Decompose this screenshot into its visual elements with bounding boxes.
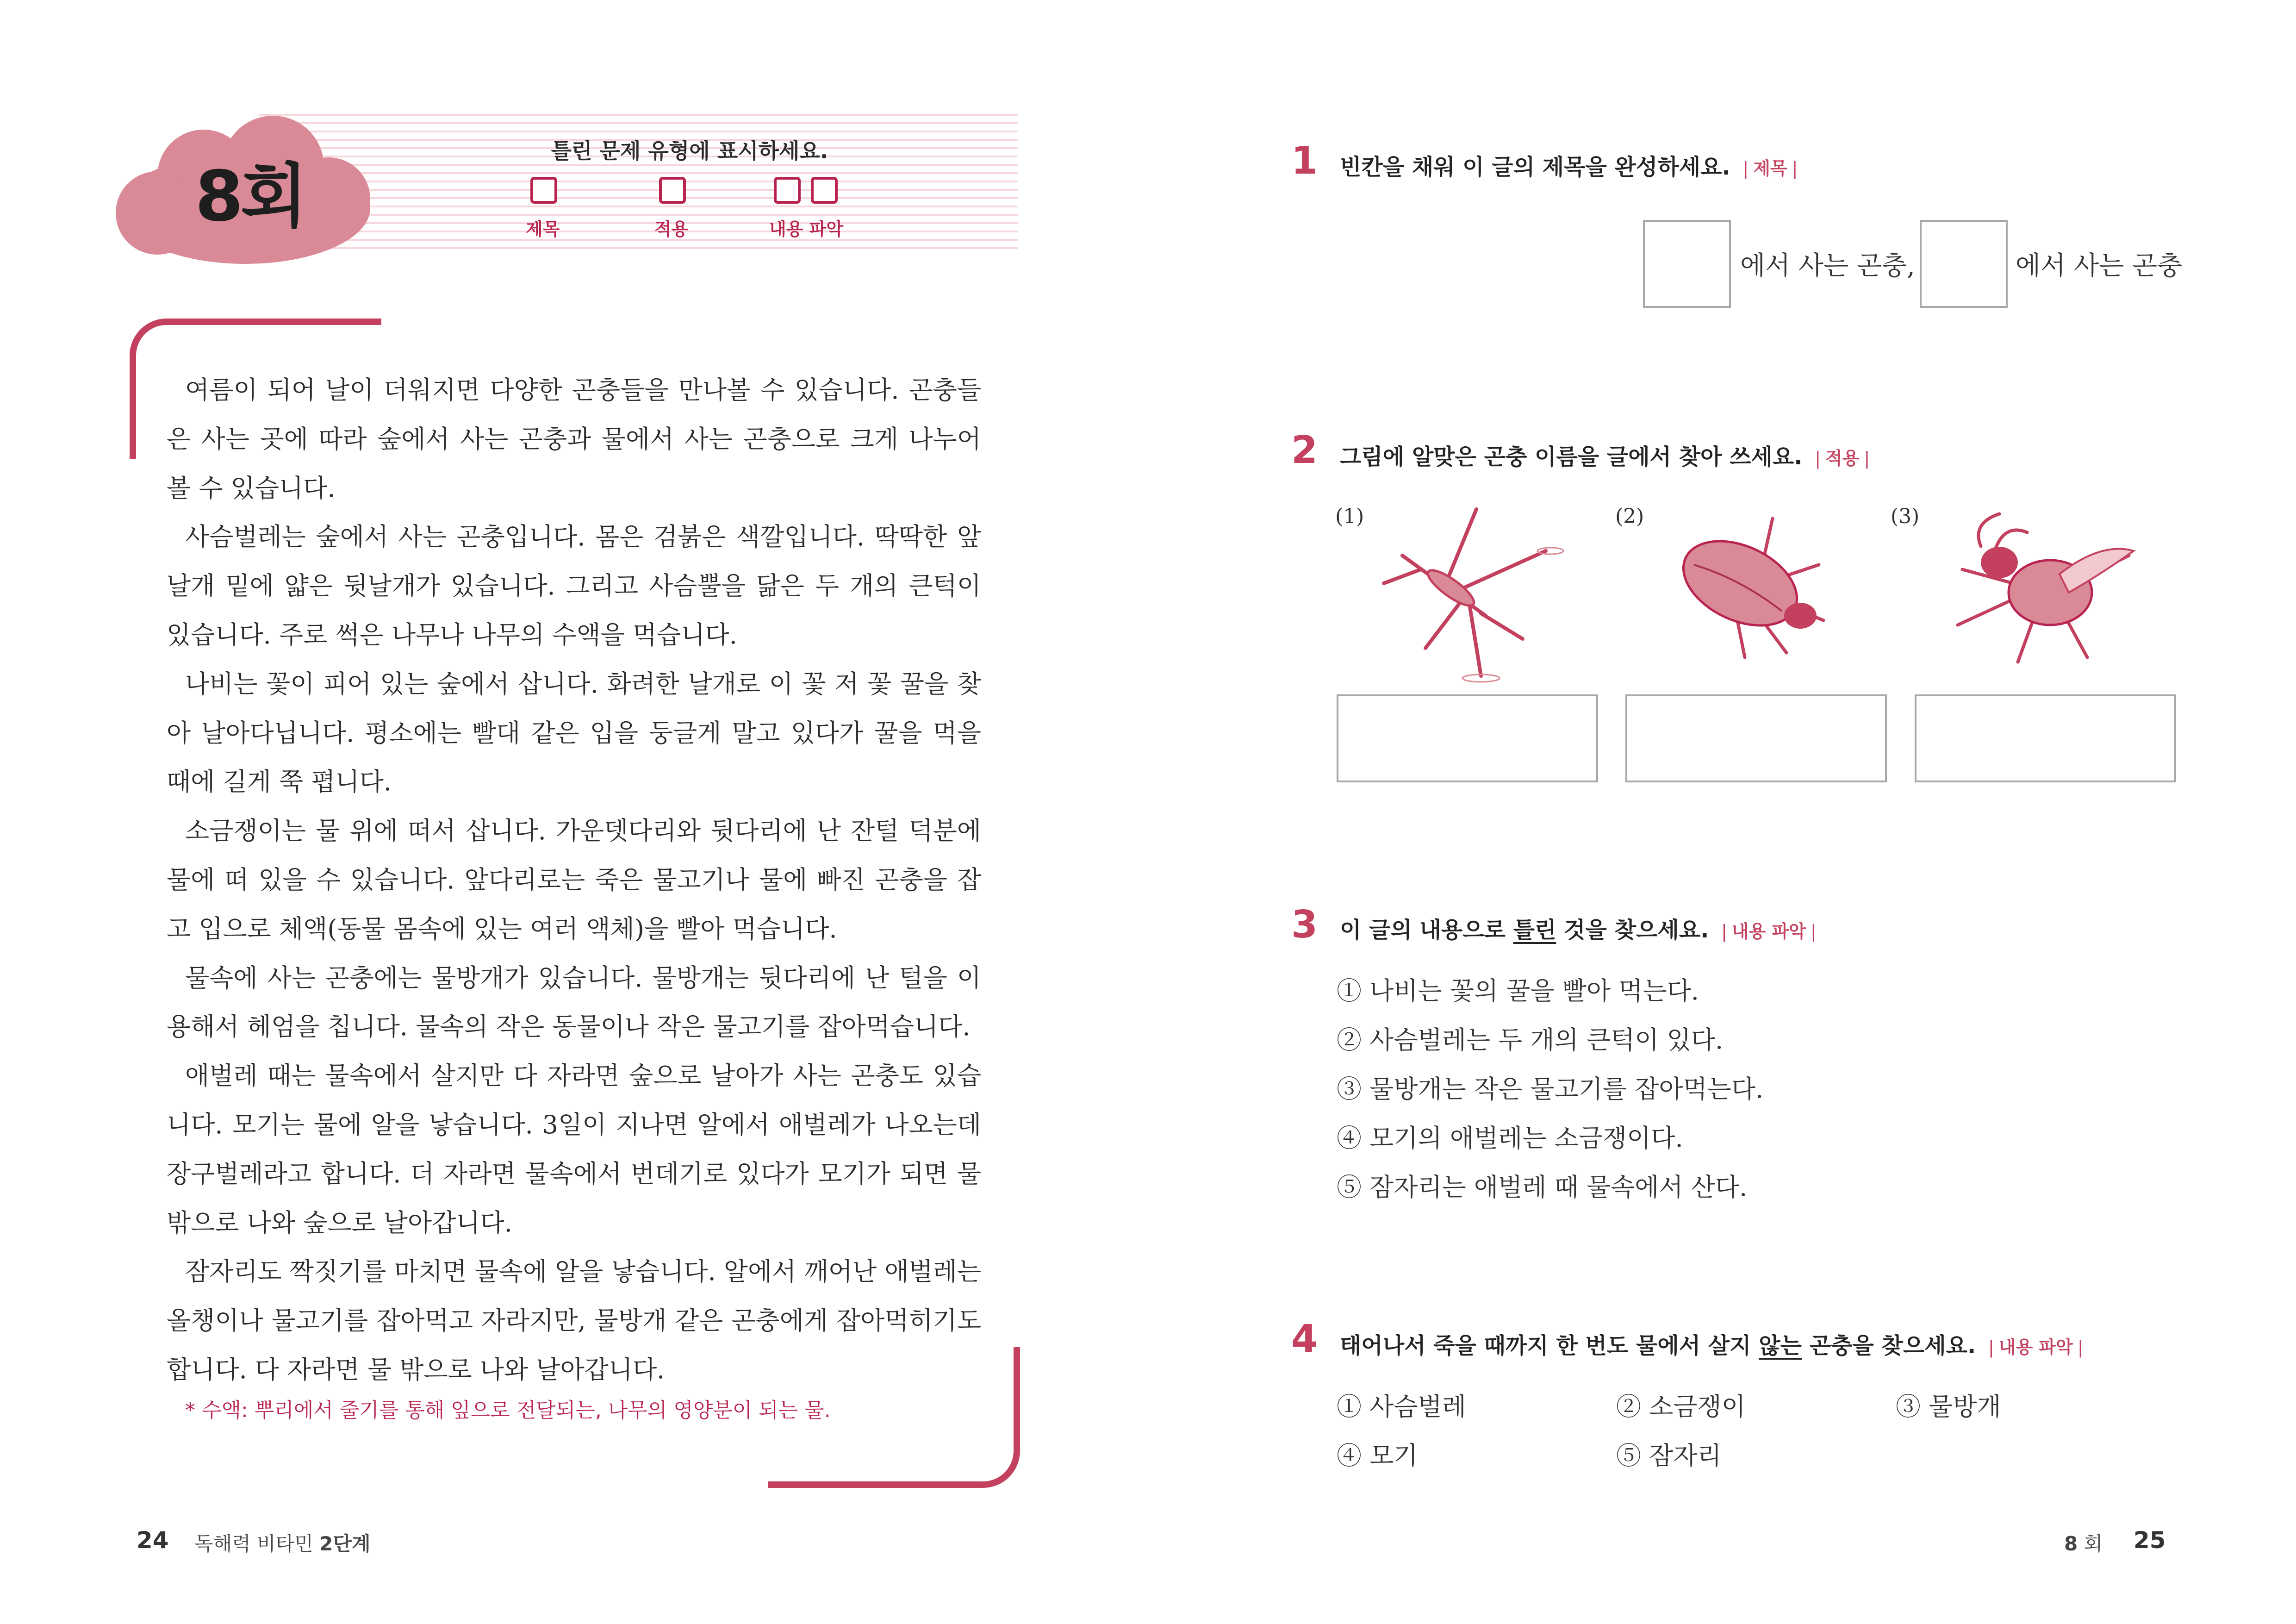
question-3-number: 3 <box>1291 903 1318 947</box>
question-4-text <box>1340 1328 2088 1360</box>
question-4-prompt-a: 태어나서 죽을 때까지 한 번도 물에서 살지 <box>1340 1333 1759 1359</box>
q4-option-4[interactable]: ④ 모기 <box>1337 1441 1418 1470</box>
passage-paragraph: 나비는 꽃이 피어 있는 숲에서 삽니다. 화려한 날개로 이 꽃 저 꽃 꿀을 찾아 날아다닙니다. 평소에는 빨대 같은 입을 둥글게 말고 있다가 꿀을 먹을 때에 길게 쭉 폅니다. <box>167 669 981 797</box>
question-4-tag: | 내용 파악 | <box>1984 1337 2088 1357</box>
passage-paragraph: 애벌레 때는 물속에서 살지만 다 자라면 숲으로 날아가 사는 곤충도 있습니다. 모기는 물에 알을 낳습니다. 3일이 지나면 알에서 애벌레가 나오는데 장구벌레라고 합니다. 더 자라면 물속에서 번데기로 있다가 모기가 되면 물 밖으로 나와 숲으로 날아갑니다. <box>167 1061 981 1237</box>
checkbox-title[interactable] <box>530 177 557 204</box>
q3-option-1[interactable]: ① 나비는 꽃의 꿀을 빨아 먹는다. <box>1337 976 1699 1006</box>
round-label-num: 8 <box>2064 1532 2078 1555</box>
water-strider-icon <box>1370 500 1578 685</box>
q3-option-2[interactable]: ② 사슴벌레는 두 개의 큰턱이 있다. <box>1337 1025 1724 1055</box>
passage-paragraph: 여름이 되어 날이 더워지면 다양한 곤충들을 만나볼 수 있습니다. 곤충들은 사는 곳에 따라 숲에서 사는 곤충과 물에서 사는 곤충으로 크게 나누어 볼 수 있습니다. <box>167 375 981 503</box>
passage-paragraph: 소금쟁이는 물 위에 떠서 삽니다. 가운뎃다리와 뒷다리에 난 잔털 덕분에 물에 떠 있을 수 있습니다. 앞다리로는 죽은 물고기나 물에 빠진 곤충을 잡고 입으로 체액(동물 몸속에 있는 여러 액체)을 빨아 먹습니다. <box>167 816 981 943</box>
title-blank-1[interactable] <box>1643 220 1731 308</box>
question-3-text <box>1340 912 1821 944</box>
title-fill-text-2: 에서 사는 곤충 <box>2016 251 2183 281</box>
figure-label-3: (3) <box>1891 505 1920 528</box>
q3-option-3[interactable]: ③ 물방개는 작은 물고기를 잡아먹는다. <box>1337 1074 1764 1104</box>
answer-box-3[interactable] <box>1915 694 2176 782</box>
q3-option-5[interactable]: ⑤ 잠자리는 애벌레 때 물속에서 산다. <box>1337 1173 1748 1202</box>
question-2-number: 2 <box>1291 428 1318 472</box>
checkbox-label-content: 내용 파악 <box>769 219 844 239</box>
question-1-tag: | 제목 | <box>1738 158 1802 179</box>
passage-paragraph: 잠자리도 짝짓기를 마치면 물속에 알을 낳습니다. 알에서 깨어난 애벌레는 올챙이나 물고기를 잡아먹고 자라지만, 물방개 같은 곤충에게 잡아먹히기도 합니다. 다 자라면 물 밖으로 나와 날아갑니다. <box>167 1257 981 1384</box>
question-2-prompt: 그림에 알맞은 곤충 이름을 글에서 찾아 쓰세요. <box>1340 444 1803 470</box>
figure-label-2: (2) <box>1615 505 1644 528</box>
round-label-unit: 회 <box>2084 1532 2103 1555</box>
page-number-right: 25 <box>2134 1527 2166 1554</box>
q4-option-2[interactable]: ② 소금쟁이 <box>1616 1392 1746 1421</box>
passage-paragraph: 물속에 사는 곤충에는 물방개가 있습니다. 물방개는 뒷다리에 난 털을 이용해서 헤엄을 칩니다. 물속의 작은 동물이나 작은 물고기를 잡아먹습니다. <box>167 963 981 1042</box>
figure-label-1: (1) <box>1335 505 1364 528</box>
checkbox-label-title: 제목 <box>526 219 560 239</box>
passage-paragraph: 사슴벌레는 숲에서 사는 곤충입니다. 몸은 검붉은 색깔입니다. 딱딱한 앞날개 밑에 얇은 뒷날개가 있습니다. 그리고 사슴뿔을 닮은 두 개의 큰턱이 있습니다. 주로 썩은 나무나 나무의 수액을 먹습니다. <box>167 522 981 650</box>
stag-beetle-icon <box>1944 505 2138 671</box>
answer-box-1[interactable] <box>1337 694 1598 782</box>
answer-box-2[interactable] <box>1625 694 1887 782</box>
reading-passage <box>167 366 981 1394</box>
question-2-tag: | 적용 | <box>1810 448 1874 468</box>
checkbox-content-1[interactable] <box>774 177 801 204</box>
checkbox-label-apply: 적용 <box>654 219 689 239</box>
book-title <box>194 1529 371 1556</box>
question-1-text <box>1340 149 1802 181</box>
q3-option-4[interactable]: ④ 모기의 애벌레는 소금쟁이다. <box>1337 1124 1683 1153</box>
question-2-text <box>1340 439 1874 471</box>
question-3-prompt-b: 것을 찾으세요. <box>1556 917 1709 943</box>
title-blank-2[interactable] <box>1920 220 2008 308</box>
question-3-tag: | 내용 파악 | <box>1717 921 1821 942</box>
round-label <box>2064 1529 2103 1556</box>
question-3-underlined: 틀린 <box>1513 917 1556 943</box>
checkbox-apply[interactable] <box>659 177 686 204</box>
q4-option-5[interactable]: ⑤ 잠자리 <box>1616 1441 1722 1470</box>
question-1-prompt: 빈칸을 채워 이 글의 제목을 완성하세요. <box>1340 154 1730 180</box>
book-title-level: 2단계 <box>319 1532 371 1555</box>
question-4-number: 4 <box>1291 1317 1318 1361</box>
question-4-prompt-b: 곤충을 찾으세요. <box>1801 1333 1976 1359</box>
question-4-underlined: 않는 <box>1759 1333 1802 1359</box>
title-fill-text-1: 에서 사는 곤충, <box>1740 251 1915 281</box>
question-1-number: 1 <box>1291 139 1318 183</box>
marking-instruction: 틀린 문제 유형에 표시하세요. <box>551 138 828 163</box>
footnote: * 수액: 뿌리에서 줄기를 통해 잎으로 전달되는, 나무의 영양분이 되는 물. <box>185 1399 831 1422</box>
q4-option-3[interactable]: ③ 물방개 <box>1896 1392 2001 1421</box>
page-number-left: 24 <box>137 1527 169 1554</box>
book-title-prefix: 독해력 비타민 <box>194 1532 320 1555</box>
diving-beetle-icon <box>1666 509 1833 662</box>
q4-option-1[interactable]: ① 사슴벌레 <box>1337 1392 1466 1421</box>
checkbox-content-2[interactable] <box>811 177 838 204</box>
question-3-prompt-a: 이 글의 내용으로 <box>1340 917 1513 943</box>
round-title: 8회 <box>195 156 305 237</box>
